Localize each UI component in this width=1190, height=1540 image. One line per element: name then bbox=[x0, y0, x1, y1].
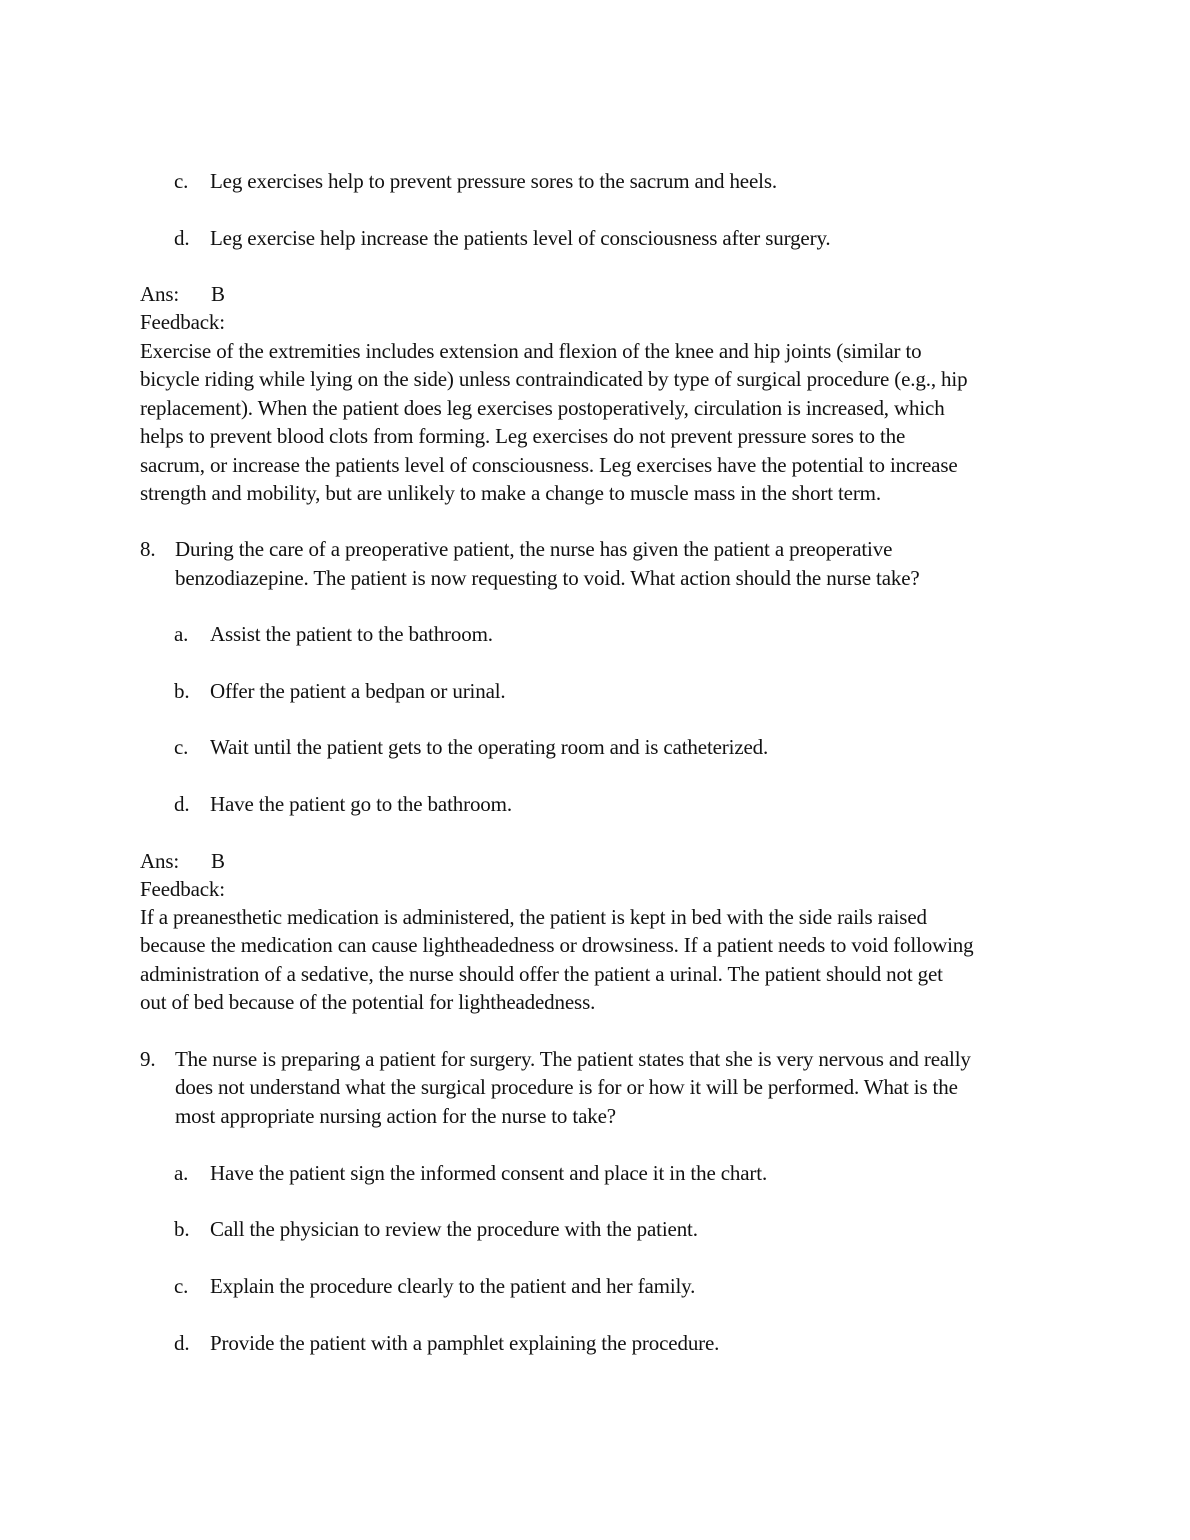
feedback-line: bicycle riding while lying on the side) unless contraindicated by type of surgical procedure (e.g., hip bbox=[140, 367, 968, 392]
option-text: Have the patient sign the informed consent and place it in the chart. bbox=[210, 1161, 768, 1185]
q8-feedback-label: Feedback: bbox=[140, 877, 225, 901]
option-text: Have the patient go to the bathroom. bbox=[210, 792, 512, 816]
option-letter: a. bbox=[174, 622, 189, 646]
question-stem: does not understand what the surgical procedure is for or how it will be performed. What is the bbox=[175, 1075, 958, 1099]
option-text: Wait until the patient gets to the operating room and is catheterized. bbox=[210, 735, 769, 759]
feedback-line: helps to prevent blood clots from forming. Leg exercises do not prevent pressure sores to the bbox=[140, 424, 906, 449]
option-letter: c. bbox=[174, 1274, 189, 1298]
option-letter: c. bbox=[174, 735, 189, 759]
feedback-line: replacement). When the patient does leg exercises postoperatively, circulation is increased, which bbox=[140, 395, 945, 420]
question-number: 8. bbox=[140, 537, 156, 561]
option-text: Provide the patient with a pamphlet explaining the procedure. bbox=[210, 1331, 720, 1355]
feedback-line: out of bed because of the potential for lightheadedness. bbox=[140, 990, 596, 1015]
q8-feedback-text bbox=[140, 903, 1060, 1017]
option-letter: d. bbox=[174, 226, 190, 250]
feedback-line: strength and mobility, but are unlikely to make a change to muscle mass in the short term. bbox=[140, 481, 881, 506]
feedback-line: Exercise of the extremities includes extension and flexion of the knee and hip joints (similar to bbox=[140, 339, 922, 363]
feedback-line: If a preanesthetic medication is administered, the patient is kept in bed with the side rails raised bbox=[140, 905, 927, 929]
answer-value: B bbox=[211, 282, 225, 306]
question-stem: benzodiazepine. The patient is now requesting to void. What action should the nurse take? bbox=[175, 566, 920, 590]
option-letter: d. bbox=[174, 792, 190, 816]
option-text: Call the physician to review the procedure with the patient. bbox=[210, 1217, 698, 1241]
option-letter: b. bbox=[174, 679, 190, 703]
answer-label: Ans: bbox=[140, 849, 180, 873]
question-stem: During the care of a preoperative patient, the nurse has given the patient a preoperative bbox=[175, 537, 893, 561]
question-stem: The nurse is preparing a patient for surgery. The patient states that she is very nervous and really bbox=[175, 1047, 971, 1071]
option-text: Assist the patient to the bathroom. bbox=[210, 622, 493, 646]
option-letter: c. bbox=[174, 169, 189, 193]
q7-feedback-text bbox=[140, 337, 1060, 507]
option-letter: d. bbox=[174, 1331, 190, 1355]
option-text: Explain the procedure clearly to the patient and her family. bbox=[210, 1274, 696, 1298]
answer-label: Ans: bbox=[140, 282, 180, 306]
q7-feedback-label: Feedback: bbox=[140, 310, 225, 334]
answer-value: B bbox=[211, 849, 225, 873]
option-text: Leg exercise help increase the patients level of consciousness after surgery. bbox=[210, 226, 831, 250]
feedback-line: sacrum, or increase the patients level of consciousness. Leg exercises have the potential to increase bbox=[140, 452, 958, 477]
option-letter: b. bbox=[174, 1217, 190, 1241]
option-text: Offer the patient a bedpan or urinal. bbox=[210, 679, 506, 703]
feedback-line: administration of a sedative, the nurse should offer the patient a urinal. The patient should not get bbox=[140, 961, 943, 986]
option-text: Leg exercises help to prevent pressure sores to the sacrum and heels. bbox=[210, 169, 777, 193]
question-number: 9. bbox=[140, 1047, 156, 1071]
option-letter: a. bbox=[174, 1161, 189, 1185]
feedback-line: because the medication can cause lightheadedness or drowsiness. If a patient needs to void following bbox=[140, 933, 974, 958]
question-stem: most appropriate nursing action for the nurse to take? bbox=[175, 1104, 616, 1128]
